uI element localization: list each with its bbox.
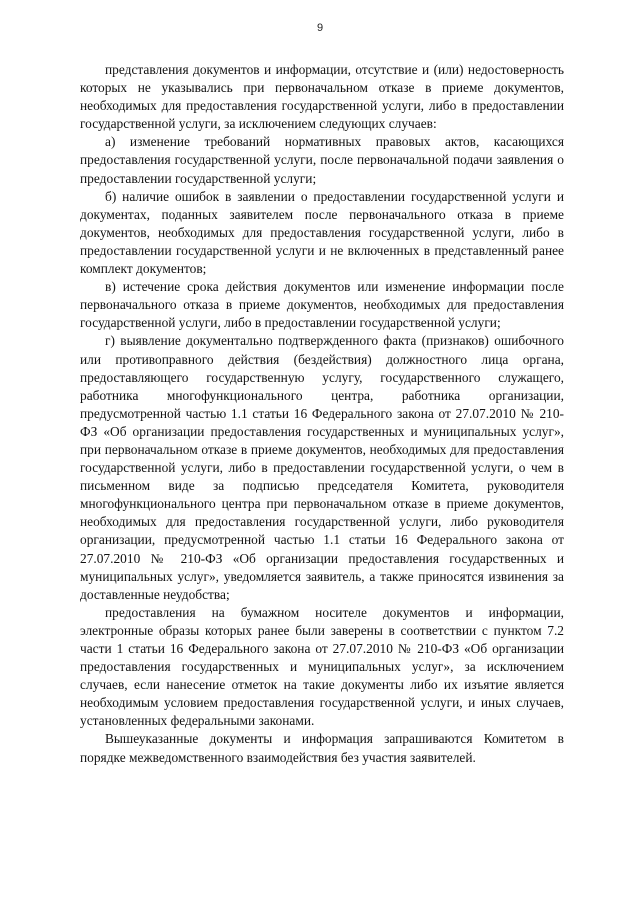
paragraph-paper-documents: предоставления на бумажном носителе документов и информации, электронные образы которых ранее были заверены в соответствии с пунктом 7.2 части 1 статьи 16 Федерального закона от 27.07.2010 № 210-ФЗ «Об организации предоставления государственных и муниципальных услуг», за исключением случаев, если нанесение отметок на такие документы либо их изъятие является необходимым условием предоставления государственной услуги, и иных случаев, установленных федеральными законами. — [80, 604, 564, 729]
paragraph-item-v: в) истечение срока действия документов или изменение информации после первоначального отказа в приеме документов, необходимых для предоставления государственной услуги, либо в предоставлении государственной услуги; — [80, 279, 564, 331]
paragraph-interagency-request: Вышеуказанные документы и информация запрашиваются Комитетом в порядке межведомственного взаимодействия без участия заявителей. — [80, 731, 564, 765]
paragraph-continuation: представления документов и информации, отсутствие и (или) недостоверность которых не указывались при первоначальном отказе в приеме документов, необходимых для предоставления государственной услуги, либо в предоставлении государственной услуги, за исключением следующих случаев: — [80, 62, 564, 132]
page-number: 9 — [316, 22, 324, 34]
paragraph-item-g: г) выявление документально подтвержденного факта (признаков) ошибочного или противоправного действия (бездействия) должностного лица органа, предоставляющего государственную услугу, государственного служащего, работника многофункционального центра, работника организации, предусмотренной частью 1.1 статьи 16 Федерального закона от 27.07.2010 № 210-ФЗ «Об организации предоставления государственных и муниципальных услуг», при первоначальном отказе в приеме документов, необходимых для предоставления государственной услуги, либо в предоставлении государственной услуги, о чем в письменном виде за подписью председателя Комитета, руководителя многофункционального центра при первоначальном отказе в приеме документов, необходимых для предоставления государственной услуги, либо руководителя организации, предусмотренной частью 1.1 статьи 16 Федерального закона от 27.07.2010 № 210-ФЗ «Об организации предоставления государственных и муниципальных услуг», уведомляется заявитель, а также приносятся извинения за доставленные неудобства; — [80, 333, 564, 602]
paragraph-item-b: б) наличие ошибок в заявлении о предоставлении государственной услуги и документах, поданных заявителем после первоначального отказа в приеме документов, необходимых для предоставления государственной услуги, либо в предоставлении государственной услуги и не включенных в представленный ранее комплект документов; — [80, 188, 564, 277]
paragraph-item-a: а) изменение требований нормативных правовых актов, касающихся предоставления государственной услуги, после первоначальной подачи заявления о предоставлении государственной услуги; — [80, 134, 564, 186]
document-body — [80, 61, 564, 767]
